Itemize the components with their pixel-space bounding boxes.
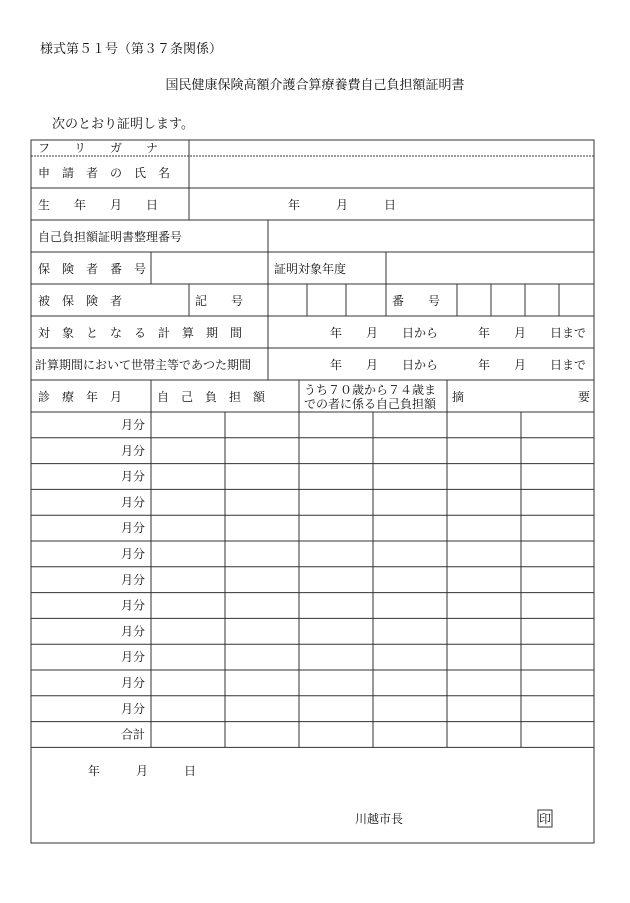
col-age-header-line2: での者に係る自己負担額 <box>304 397 437 411</box>
col-summary-header-left: 摘 <box>452 390 465 404</box>
col-month-header: 診 療 年 月 <box>38 390 123 404</box>
document-title: 国民健康保険高額介護合算療養費自己負担額証明書 <box>165 78 465 93</box>
intro-text: 次のとおり証明します。 <box>52 117 194 132</box>
footer-date: 年 月 日 <box>88 764 197 778</box>
form-frame <box>31 140 594 843</box>
month-row-label: 月分 <box>120 418 145 432</box>
seal-mark: 印 <box>539 812 552 826</box>
head-period-to: 年 月 日まで <box>478 358 587 372</box>
month-row-label: 月分 <box>120 469 145 484</box>
col-self-pay-header: 自 己 負 担 額 <box>157 390 266 404</box>
month-row-label: 月分 <box>120 624 145 639</box>
form-label: 様式第５１号（第３７条関係） <box>40 42 223 57</box>
number-label: 番 号 <box>392 294 441 308</box>
furigana-label: フ リ ガ ナ <box>38 141 159 155</box>
month-row-label: 月分 <box>120 521 145 536</box>
month-row-label: 月分 <box>120 598 145 613</box>
head-period-from: 年 月 日から <box>330 358 439 372</box>
mayor-label: 川越市長 <box>355 812 404 826</box>
cert-number-label: 自己負担額証明書整理番号 <box>38 230 183 244</box>
birth-date-label: 生 年 月 日 <box>38 198 159 212</box>
applicant-name-label: 申 請 者 の 氏 名 <box>38 166 171 180</box>
month-row-label: 月分 <box>120 495 145 510</box>
insurer-number-label: 保 険 者 番 号 <box>38 262 147 276</box>
cert-year-label: 証明対象年度 <box>274 262 347 276</box>
month-row-label: 月分 <box>120 572 145 587</box>
month-row-label: 月分 <box>120 443 145 458</box>
col-summary-header-right: 要 <box>578 390 591 404</box>
birth-date-value: 年 月 日 <box>288 198 397 212</box>
month-row-label: 月分 <box>120 676 145 690</box>
calc-period-to: 年 月 日まで <box>478 326 587 340</box>
insured-label: 被 保 険 者 <box>38 294 123 308</box>
col-age-header-line1: うち７０歳から７４歳ま <box>304 383 437 397</box>
head-period-label: 計算期間において世帯主等であつた期間 <box>35 358 252 372</box>
calc-period-from: 年 月 日から <box>330 326 439 340</box>
month-row-label: 月分 <box>120 547 145 561</box>
month-row-label: 月分 <box>120 701 145 716</box>
month-row-label: 月分 <box>120 650 145 665</box>
total-row-label: 合計 <box>120 727 145 742</box>
calc-period-label: 対 象 と な る 計 算 期 間 <box>38 326 243 340</box>
symbol-label: 記 号 <box>195 294 244 308</box>
